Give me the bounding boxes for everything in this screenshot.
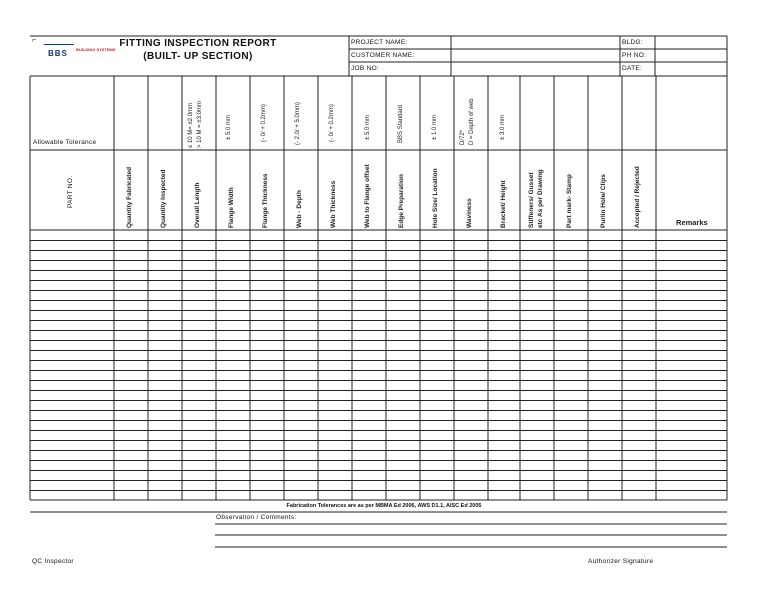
date-label: DATE: [622, 65, 643, 72]
col-waviness: Waviness [466, 198, 473, 228]
col-flange-width: Flange Width [228, 187, 235, 228]
col-edge-preparation: Edge Preparation [398, 174, 405, 228]
tolerance-waviness-2: D = Depth of web [469, 98, 475, 145]
authorizer-signature-label: Authorizer Signature [588, 558, 654, 565]
col-accepted-rejected: Accepted / Rejected [634, 166, 641, 228]
ph-no-label: PH NO: [622, 52, 647, 59]
report-title-line2: (BUILT- UP SECTION) [143, 51, 253, 62]
tolerance-footnote: Fabrication Tolerances are as per MBMA Ed 2006, AWS D1.1, AISC Ed 2005 [286, 503, 482, 509]
company-logo: ⌐ BBS BUILDING SYSTEMS [32, 37, 116, 58]
col-overall-length: Overall Length [194, 182, 201, 228]
report-title-line1: FITTING INSPECTION REPORT [119, 38, 277, 49]
col-flange-thickness: Flange Thickness [262, 173, 269, 228]
col-remarks: Remarks [676, 218, 708, 227]
col-web-thickness: Web Thickness [330, 180, 337, 228]
tolerance-overall-length-1: ≤ 10 M= ±2.0mm [188, 102, 194, 148]
col-part-no: PART NO. [67, 175, 74, 208]
tolerance-flange-thickness: (- 0/ + 0.2mm) [261, 104, 267, 142]
customer-name-label: CUSTOMER NAME: [351, 52, 415, 59]
tolerance-web-to-flange: ± 5.0 mm [365, 115, 371, 140]
project-name-label: PROJECT NAME: [351, 39, 408, 46]
col-bracket-height: Bracket/ Height [500, 180, 507, 228]
tolerance-hole-size: ± 1.0 mm [432, 115, 438, 140]
tolerance-overall-length-2: > 10 M = ±3.0mm [197, 101, 203, 148]
tolerance-edge-preparation: BBS Standard [398, 104, 404, 143]
report-title [118, 37, 278, 63]
observation-label: Observation / Comments: [216, 514, 297, 521]
col-quantity-inspected: Quantity Inspected [160, 169, 167, 228]
col-web-to-flange-offset: Web to Flange offset [364, 164, 371, 228]
col-stiffeners-line2: etc As per Drawing [537, 169, 544, 228]
col-hole-size-location: Hole Size/ Location [432, 168, 439, 228]
allowable-tolerance-label: Allowable Tolerance [33, 139, 97, 146]
col-stiffeners-line1: Stiffeners/ Gusset [528, 172, 535, 228]
col-quantity-fabricated: Quantity Fabricated [126, 166, 133, 228]
tolerance-web-thickness: (- 0/ + 0.2mm) [329, 104, 335, 142]
tolerance-bracket-height: ± 3.0 mm [500, 115, 506, 140]
job-no-label: JOB NO: [351, 65, 380, 72]
bldg-label: BLDG: [622, 39, 644, 46]
col-purlin-hole-clips: Purlin Hole/ Clips [600, 174, 607, 228]
tolerance-web-depth: (- 2.0/ + 5.0mm) [295, 102, 301, 145]
col-part-mark-stamp: Part mark- Stamp [566, 174, 573, 228]
qc-inspector-label: QC Inspector [32, 558, 74, 565]
tolerance-waviness-1: D/72* [460, 129, 466, 145]
col-web-depth: Web - Depth [296, 190, 303, 228]
tolerance-flange-width: ± 5.0 mm [226, 115, 232, 140]
